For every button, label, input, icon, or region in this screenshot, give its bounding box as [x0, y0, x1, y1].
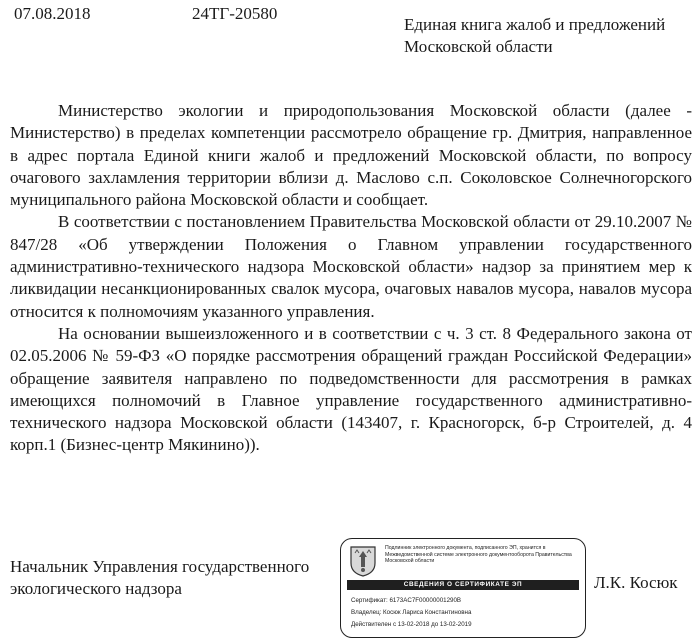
letter-body: [10, 100, 692, 457]
signer-position-line: экологического надзора: [10, 579, 182, 598]
document-date: 07.08.2018: [14, 4, 91, 23]
signer-position: [10, 556, 340, 600]
body-paragraph: В соответствии с постановлением Правительства Московской области от 29.10.2007 № 847/28 «Об утверждении Положения о Главном управлении государственного административно-технического надзора Московской области» надзор за принятием мер к ликвидации несанкционированных свалок мусора, очаговых навалов мусора, навалов мусора относится к полномочиям указанного управления.: [10, 212, 692, 321]
e-signature-stamp: [340, 538, 586, 638]
body-paragraph: На основании вышеизложенного и в соответствии с ч. 3 ст. 8 Федерального закона от 02.05.2006 № 59-ФЗ «О порядке рассмотрения обращений граждан Российской Федерации» обращение заявителя направлено по подведомственности для рассмотрения в рамках имеющихся полномочий в Главное управление государственного административно-технического надзора Московской области (143407, г. Красногорск, б-р Строителей, д. 4 корп.1 (Бизнес-центр Мякинино)).: [10, 323, 692, 455]
certificate-owner: Владелец: Косюк Лариса Константиновна: [351, 609, 472, 616]
body-paragraph: Министерство экологии и природопользования Московской области (далее - Министерство) в пределах компетенции рассмотрело обращение гр. Дмитрия, направленное в адрес портала Единой книги жалоб и предложений Московской области, по вопросу очагового захламления территории вблизи д. Маслово с.п. Соколовское Солнечногорского муниципального района Московской области и сообщает.: [10, 101, 692, 210]
signer-name: Л.К. Косюк: [594, 573, 678, 592]
addressee-block: [404, 14, 694, 58]
certificate-number: Сертификат: 6173AC7F00000001290B: [351, 597, 462, 604]
document-number: 24ТГ-20580: [192, 4, 278, 23]
stamp-notice: Подлинник электронного документа, подписанного ЭП, хранится в Межведомственной системе электронного документооборота Правительства Московской области: [385, 545, 572, 565]
coat-of-arms-icon: [348, 545, 378, 577]
stamp-banner: СВЕДЕНИЯ О СЕРТИФИКАТЕ ЭП: [347, 580, 579, 590]
addressee-line: Единая книга жалоб и предложений: [404, 15, 666, 34]
signer-position-line: Начальник Управления государственного: [10, 557, 310, 576]
certificate-validity: Действителен с 13-02-2018 до 13-02-2019: [351, 621, 472, 628]
addressee-line: Московской области: [404, 37, 553, 56]
